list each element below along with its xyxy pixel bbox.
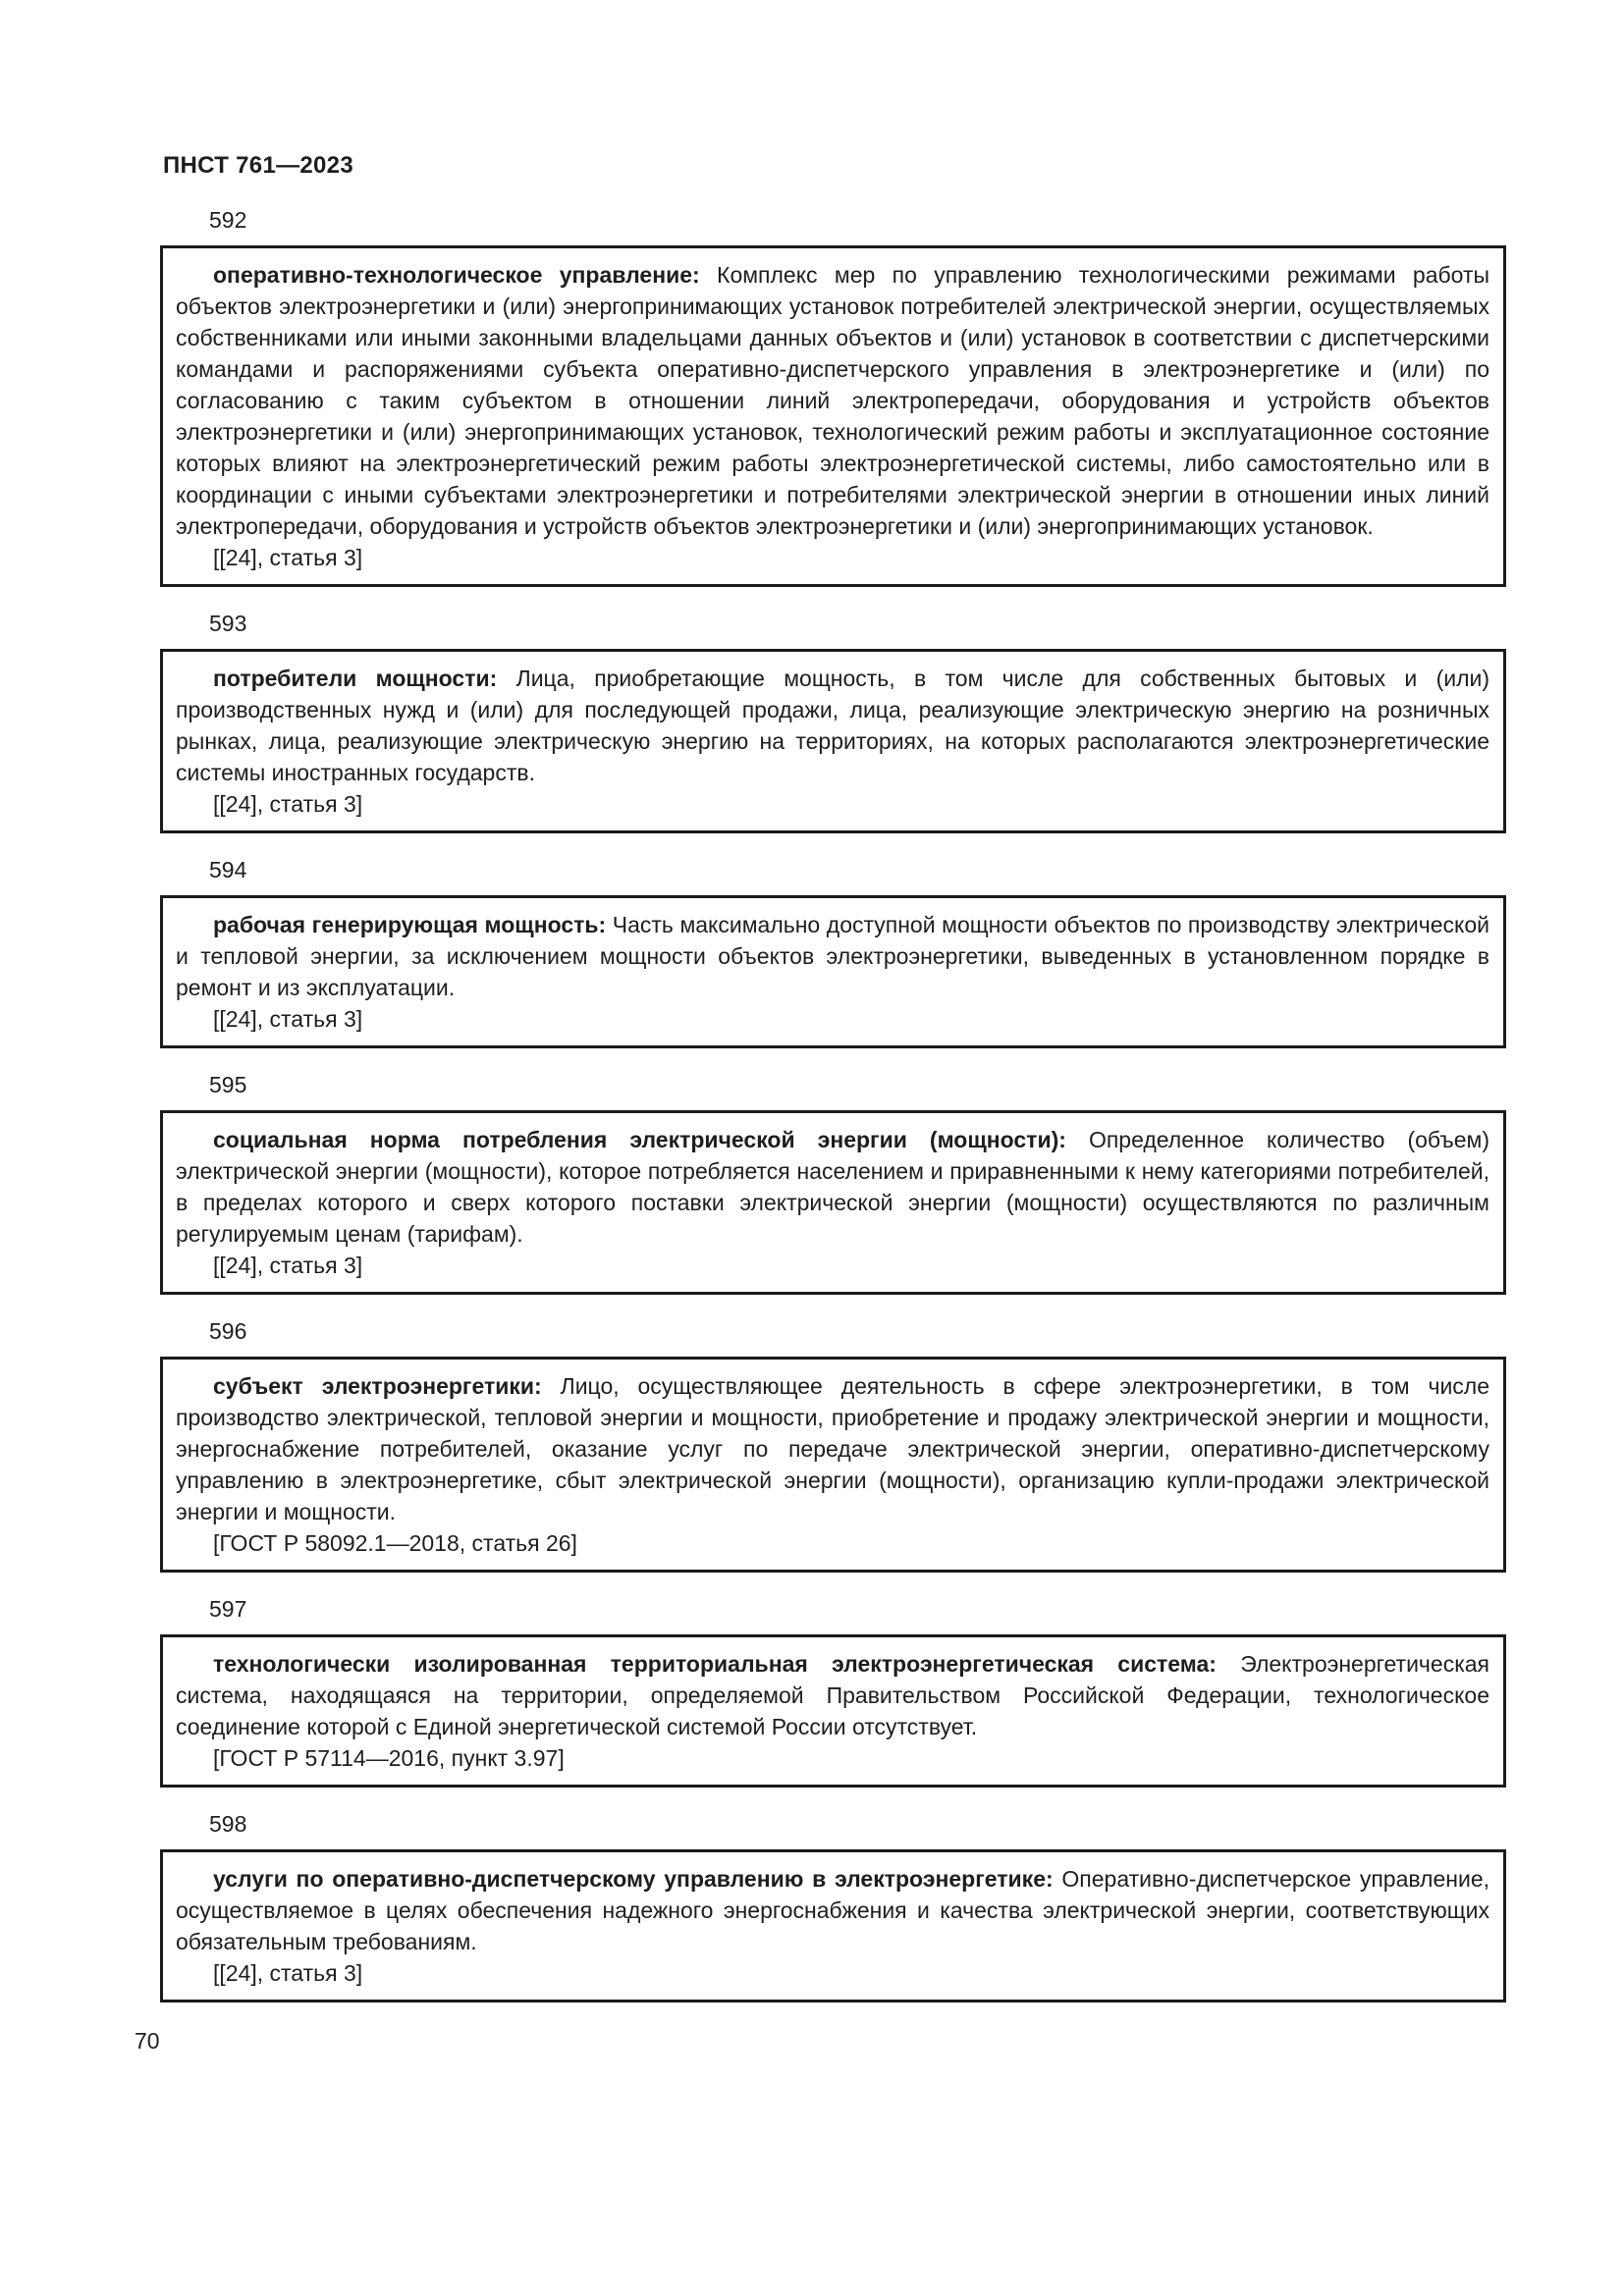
term-source: [ГОСТ Р 58092.1—2018, статья 26] (213, 1530, 577, 1556)
term-definition: Лицо, осуществляющее деятельность в сфере электроэнергетики, в том числе производство электрической, тепловой энергии и мощности, приобретение и продажу электрической энергии и мощности, энергоснабжение потребителей, оказание услуг по передаче электрической энергии, оперативно-диспетчерскому управлению в электроэнергетике, сбыт электрической энергии (мощности), организацию купли-продажи электрической энергии и мощности. (176, 1373, 1489, 1524)
entry-number: 593 (209, 611, 247, 636)
term-name: рабочая генерирующая мощность: (213, 912, 607, 937)
term-definition: Электроэнергетическая система, находящаяся на территории, определяемой Правительством Российской Федерации, технологическое соединение которой с Единой энергетической системой России отсутствует. (176, 1651, 1490, 1739)
document-header: ПНСТ 761—2023 (163, 152, 353, 179)
term-box (160, 1634, 1506, 1788)
term-box (160, 245, 1506, 587)
term-box (160, 1849, 1506, 2002)
term-definition: Комплекс мер по управлению технологическими режимами работы объектов электроэнергетики и (или) энергопринимающих установок потребителей электрической энергии, осуществляемых собственниками или иными законными владельцами данных объектов и (или) установок в соответствии с диспетчерскими командами и распоряжениями субъекта оперативно-диспетчерского управления в электроэнергетике и (или) по согласованию с таким субъектом в отношении линий электропередачи, оборудования и устройств объектов электроэнергетики и (или) энергопринимающих установок, технологический режим работы и эксплуатационное состояние которых влияют на электроэнергетический режим работы электроэнергетической системы, либо самостоятельно или в координации с иными субъектами электроэнергетики и потребителями электрической энергии в отношении иных линий электропередачи, оборудования и устройств объектов электроэнергетики и (или) энергопринимающих установок. (176, 262, 1490, 539)
definition-entry (160, 207, 1506, 587)
term-source: [ГОСТ Р 57114—2016, пункт 3.97] (213, 1745, 565, 1771)
term-source: [[24], статья 3] (213, 1253, 363, 1278)
term-definition: Лица, приобретающие мощность, в том числе для собственных бытовых и (или) производственных нужд и (или) для последующей продажи, лица, реализующие электрическую энергию на розничных рынках, лица, реализующие электрическую энергию на территориях, на которых располагаются электроэнергетические системы иностранных государств. (176, 666, 1490, 785)
definition-entry (160, 857, 1506, 1048)
term-source: [[24], статья 3] (213, 1960, 363, 1986)
term-source: [[24], статья 3] (213, 791, 363, 817)
term-box (160, 1357, 1506, 1573)
term-name: технологически изолированная территориальная электроэнергетическая система: (213, 1651, 1217, 1677)
term-source: [[24], статья 3] (213, 545, 363, 570)
term-box (160, 895, 1506, 1048)
term-definition: Оперативно-диспетчерское управление, осуществляемое в целях обеспечения надежного энергоснабжения и качества электрической энергии, соответствующих обязательным требованиям. (176, 1866, 1490, 1954)
term-definition: Часть максимально доступной мощности объектов по производству электрической и тепловой энергии, за исключением мощности объектов электроэнергетики, выведенных в установленном порядке в ремонт и из эксплуатации. (176, 912, 1489, 1000)
entry-number: 595 (209, 1072, 247, 1097)
term-source: [[24], статья 3] (213, 1006, 363, 1032)
definition-entry (160, 611, 1506, 833)
entry-number: 592 (209, 207, 247, 233)
term-definition: Определенное количество (объем) электрической энергии (мощности), которое потребляется населением и приравненными к нему категориями потребителей, в пределах которого и сверх которого поставки электрической энергии (мощности) осуществляются по различным регулируемым ценам (тарифам). (176, 1127, 1489, 1247)
definition-entry (160, 1596, 1506, 1788)
definition-entry (160, 1072, 1506, 1295)
definition-entry (160, 1811, 1506, 2002)
term-box (160, 1110, 1506, 1295)
page-number: 70 (135, 2028, 160, 2054)
definition-entry (160, 1318, 1506, 1573)
entry-number: 594 (209, 857, 247, 882)
term-name: субъект электроэнергетики: (213, 1373, 542, 1399)
term-name: потребители мощности: (213, 666, 498, 691)
term-box (160, 649, 1506, 833)
term-name: оперативно-технологическое управление: (213, 262, 700, 288)
entry-number: 596 (209, 1318, 247, 1344)
term-name: услуги по оперативно-диспетчерскому управлению в электроэнергетике: (213, 1866, 1054, 1892)
entry-number: 598 (209, 1811, 247, 1837)
entry-number: 597 (209, 1596, 247, 1622)
term-name: социальная норма потребления электрической энергии (мощности): (213, 1127, 1066, 1152)
